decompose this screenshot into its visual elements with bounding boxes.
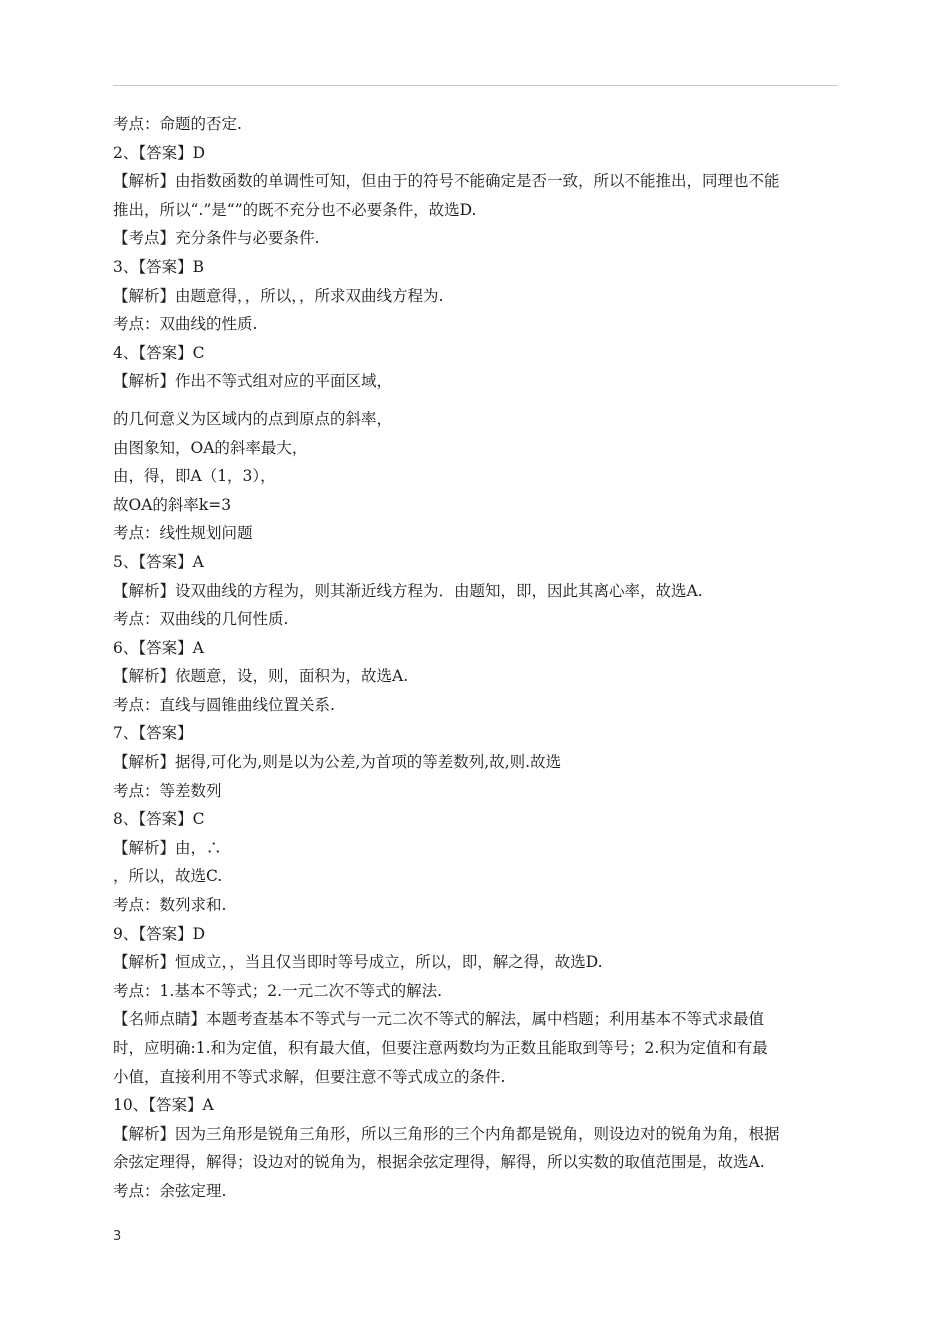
text-line: 【解析】因为三角形是锐角三角形，所以三角形的三个内角都是锐角，则设边对的锐角为角，根据 <box>113 1124 780 1143</box>
text-line: 考点：双曲线的几何性质. <box>113 610 289 629</box>
answer-heading: 9、【答案】D <box>113 924 206 943</box>
text-line: 【解析】由指数函数的单调性可知，但由于的符号不能确定是否一致，所以不能推出，同理也不能 <box>113 172 780 191</box>
text-line: 【考点】充分条件与必要条件. <box>113 229 320 248</box>
text-line: 【解析】由，∴ <box>113 838 222 857</box>
page-number: 3 <box>113 1229 122 1244</box>
text-line: 【解析】设双曲线的方程为，则其渐近线方程为．由题知，即，因此其离心率，故选A. <box>113 581 703 600</box>
text-line: 【解析】恒成立，，当且仅当即时等号成立，所以，即，解之得，故选D. <box>113 953 603 972</box>
text-line: 考点：等差数列 <box>113 781 222 800</box>
answer-heading: 8、【答案】C <box>113 810 205 829</box>
text-line: 时，应明确:1.和为定值，积有最大值，但要注意两数均为正数且能取到等号；2.积为定值和有最 <box>113 1039 768 1057</box>
text-line: 故OA的斜率k=3 <box>113 495 232 514</box>
text-line: 【解析】依题意，设，则，面积为，故选A. <box>113 667 409 686</box>
answer-heading: 4、【答案】C <box>113 343 205 362</box>
text-line: 【解析】由题意得，，所以，，所求双曲线方程为. <box>113 286 444 305</box>
text-line: 【解析】据得,可化为,则是以为公差,为首项的等差数列,故,则.故选 <box>113 753 562 772</box>
text-line: 小值，直接利用不等式求解，但要注意不等式成立的条件. <box>113 1067 506 1086</box>
text-line: 考点：命题的否定. <box>113 115 242 133</box>
text-line: 推出，所以“.”是“”的既不充分也不必要条件，故选D. <box>113 200 477 219</box>
answer-heading: 5、【答案】A <box>113 552 204 571</box>
header-divider <box>113 85 838 86</box>
text-line: 考点：数列求和. <box>113 896 227 915</box>
text-line: 考点：直线与圆锥曲线位置关系. <box>113 695 335 714</box>
text-line: 考点：线性规划问题 <box>113 524 253 543</box>
text-line: 的几何意义为区域内的点到原点的斜率， <box>113 409 393 428</box>
answer-heading: 10、【答案】A <box>113 1096 214 1115</box>
text-line: 由图象知，OA的斜率最大， <box>113 438 308 457</box>
text-line: ，所以，故选C. <box>113 867 223 886</box>
answer-heading: 2、【答案】D <box>113 143 206 162</box>
text-line: 考点：双曲线的性质. <box>113 315 258 334</box>
text-line: 考点：余弦定理. <box>113 1181 227 1200</box>
answer-heading: 7、【答案】 <box>113 724 193 743</box>
answer-heading: 6、【答案】A <box>113 638 204 657</box>
text-line: 【解析】作出不等式组对应的平面区域， <box>113 372 393 391</box>
text-line: 由，得，即A（1，3）， <box>113 467 276 486</box>
answer-heading: 3、【答案】B <box>113 257 205 276</box>
text-line: 【名师点睛】本题考查基本不等式与一元二次不等式的解法，属中档题；利用基本不等式求最值 <box>113 1010 765 1029</box>
text-line: 考点：1.基本不等式；2.一元二次不等式的解法. <box>113 981 443 1000</box>
document-body <box>113 110 843 1206</box>
text-line: 余弦定理得，解得；设边对的锐角为，根据余弦定理得，解得，所以实数的取值范围是，故选A. <box>113 1153 765 1172</box>
